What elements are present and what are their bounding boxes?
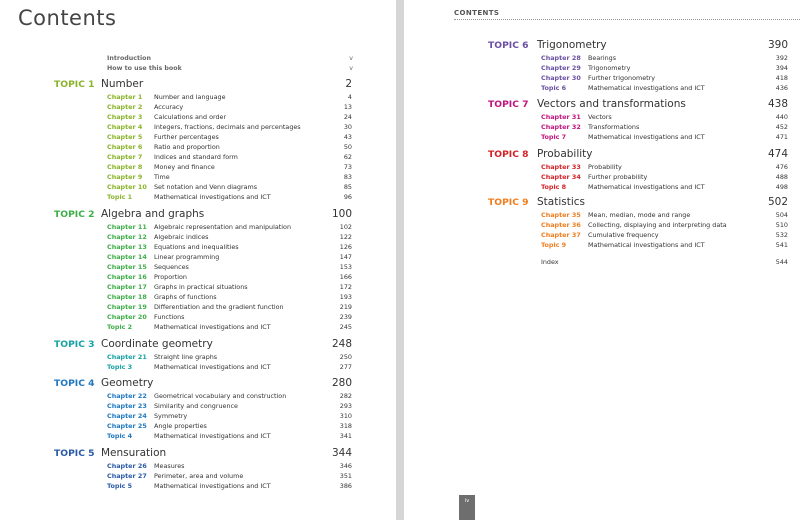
chapter-number: Chapter 24	[107, 412, 147, 420]
chapter-page-number: 498	[775, 183, 788, 191]
chapter-number: Chapter 13	[107, 243, 147, 251]
chapter-title: Differentiation and the gradient function	[154, 303, 284, 311]
topic-title: Geometry	[101, 377, 154, 389]
topic-label: TOPIC 3	[54, 339, 95, 350]
chapter-title: Mathematical investigations and ICT	[154, 363, 271, 371]
running-head: CONTENTS	[454, 9, 800, 20]
chapter-title: Linear programming	[154, 253, 220, 261]
chapter-title: Cumulative frequency	[588, 231, 659, 239]
topic-label: TOPIC 6	[488, 40, 529, 51]
chapter-number: Chapter 36	[541, 221, 581, 229]
index-page: 544	[775, 258, 788, 266]
topic-block	[0, 338, 352, 372]
front-matter-item[interactable]	[107, 65, 353, 75]
chapter-number: Chapter 9	[107, 173, 143, 181]
chapter-number: Topic 5	[107, 482, 133, 490]
front-matter	[107, 55, 353, 75]
chapter-title: Geometrical vocabulary and construction	[154, 392, 287, 400]
chapter-entry[interactable]	[404, 73, 788, 83]
chapter-page-number: 239	[339, 313, 352, 321]
topic-page-number: 438	[767, 98, 788, 110]
chapter-number: Chapter 23	[107, 402, 147, 410]
chapter-entry[interactable]	[0, 112, 352, 122]
chapter-title: Ratio and proportion	[154, 143, 220, 151]
chapter-entry[interactable]	[404, 172, 788, 182]
chapter-number: Chapter 34	[541, 173, 581, 181]
chapter-page-number: 471	[775, 133, 788, 141]
chapter-page-number: 30	[343, 123, 352, 131]
topic-label: TOPIC 7	[488, 99, 529, 110]
chapter-number: Chapter 14	[107, 253, 147, 261]
chapter-entry[interactable]	[0, 431, 352, 441]
chapter-page-number: 172	[339, 283, 352, 291]
topic-label: TOPIC 5	[54, 448, 95, 459]
chapter-number: Chapter 29	[541, 64, 581, 72]
chapter-title: Angle properties	[154, 422, 207, 430]
chapter-page-number: 166	[339, 273, 352, 281]
chapter-title: Mathematical investigations and ICT	[588, 133, 705, 141]
chapter-number: Chapter 27	[107, 472, 147, 480]
topic-title: Probability	[537, 148, 593, 160]
chapter-number: Chapter 33	[541, 163, 581, 171]
chapter-title: Mathematical investigations and ICT	[154, 323, 271, 331]
chapter-entry[interactable]	[0, 92, 352, 102]
chapter-number: Chapter 7	[107, 153, 143, 161]
chapter-title: Probability	[588, 163, 622, 171]
chapter-number: Chapter 25	[107, 422, 147, 430]
chapter-entry[interactable]	[404, 182, 788, 192]
chapter-title: Bearings	[588, 54, 617, 62]
topic-page-number: 2	[345, 78, 352, 90]
chapter-number: Chapter 16	[107, 273, 147, 281]
chapter-entry[interactable]	[404, 83, 788, 93]
chapter-entry[interactable]	[0, 391, 352, 401]
chapter-page-number: 510	[775, 221, 788, 229]
chapter-title: Further probability	[588, 173, 648, 181]
chapter-entry[interactable]	[0, 182, 352, 192]
chapter-page-number: 392	[775, 54, 788, 62]
topic-block	[0, 447, 352, 491]
chapter-title: Collecting, displaying and interpreting data	[588, 221, 727, 229]
chapter-number: Chapter 17	[107, 283, 147, 291]
chapter-page-number: 436	[775, 84, 788, 92]
chapter-page-number: 4	[347, 93, 352, 101]
chapter-title: Mathematical investigations and ICT	[588, 241, 705, 249]
chapter-title: Similarity and congruence	[154, 402, 238, 410]
chapter-number: Chapter 8	[107, 163, 143, 171]
chapter-number: Chapter 11	[107, 223, 147, 231]
chapter-entry[interactable]	[0, 471, 352, 481]
chapter-number: Topic 3	[107, 363, 133, 371]
chapter-number: Chapter 22	[107, 392, 147, 400]
chapter-entry[interactable]	[0, 421, 352, 431]
chapter-entry[interactable]	[0, 322, 352, 332]
chapter-page-number: 219	[339, 303, 352, 311]
chapter-title: Graphs of functions	[154, 293, 217, 301]
topic-heading[interactable]	[0, 208, 352, 222]
chapter-title: Further percentages	[154, 133, 219, 141]
chapter-page-number: 341	[339, 432, 352, 440]
chapter-title: Symmetry	[154, 412, 188, 420]
chapter-entry[interactable]	[0, 352, 352, 362]
chapter-page-number: 193	[339, 293, 352, 301]
chapter-number: Topic 4	[107, 432, 133, 440]
topic-title: Trigonometry	[537, 39, 607, 51]
chapter-title: Calculations and order	[154, 113, 227, 121]
topic-heading[interactable]	[404, 196, 788, 210]
chapter-number: Chapter 26	[107, 462, 147, 470]
chapter-page-number: 541	[775, 241, 788, 249]
topic-heading[interactable]	[404, 39, 788, 53]
chapter-entry[interactable]	[0, 142, 352, 152]
chapter-page-number: 351	[339, 472, 352, 480]
front-matter-page: v	[349, 65, 353, 72]
chapter-page-number: 147	[339, 253, 352, 261]
chapter-page-number: 293	[339, 402, 352, 410]
index-label: Index	[541, 258, 559, 266]
chapter-page-number: 318	[339, 422, 352, 430]
topic-block	[404, 196, 788, 250]
topic-page-number: 390	[767, 39, 788, 51]
chapter-title: Further trigonometry	[588, 74, 656, 82]
chapter-entry[interactable]	[0, 252, 352, 262]
topic-label: TOPIC 8	[488, 149, 529, 160]
chapter-entry[interactable]	[0, 242, 352, 252]
topic-block	[0, 377, 352, 441]
front-matter-item[interactable]	[107, 55, 353, 65]
chapter-title: Proportion	[154, 273, 187, 281]
chapter-title: Graphs in practical situations	[154, 283, 248, 291]
chapter-title: Mathematical investigations and ICT	[154, 482, 271, 490]
chapter-page-number: 250	[339, 353, 352, 361]
topic-page-number: 502	[767, 196, 788, 208]
chapter-number: Chapter 21	[107, 353, 147, 361]
topic-title: Algebra and graphs	[101, 208, 205, 220]
chapter-entry[interactable]	[0, 312, 352, 322]
chapter-entry[interactable]	[0, 262, 352, 272]
chapter-number: Chapter 10	[107, 183, 147, 191]
chapter-entry[interactable]	[404, 162, 788, 172]
chapter-number: Topic 6	[541, 84, 567, 92]
chapter-page-number: 85	[343, 183, 352, 191]
topic-title: Coordinate geometry	[101, 338, 213, 350]
topic-heading[interactable]	[0, 78, 352, 92]
topic-page-number: 280	[331, 377, 352, 389]
chapter-number: Topic 8	[541, 183, 567, 191]
chapter-title: Functions	[154, 313, 185, 321]
chapter-page-number: 73	[343, 163, 352, 171]
topic-block	[404, 39, 788, 93]
chapter-page-number: 43	[343, 133, 352, 141]
chapter-page-number: 126	[339, 243, 352, 251]
chapter-number: Topic 9	[541, 241, 567, 249]
chapter-number: Chapter 31	[541, 113, 581, 121]
chapter-title: Mean, median, mode and range	[588, 211, 691, 219]
chapter-title: Indices and standard form	[154, 153, 238, 161]
chapter-number: Topic 1	[107, 193, 133, 201]
topic-title: Number	[101, 78, 144, 90]
chapter-page-number: 452	[775, 123, 788, 131]
chapter-number: Chapter 37	[541, 231, 581, 239]
chapter-page-number: 277	[339, 363, 352, 371]
chapter-entry[interactable]	[0, 232, 352, 242]
topic-block	[0, 78, 352, 202]
chapter-page-number: 24	[343, 113, 352, 121]
chapter-entry[interactable]	[0, 152, 352, 162]
topic-title: Mensuration	[101, 447, 167, 459]
chapter-title: Mathematical investigations and ICT	[588, 84, 705, 92]
chapter-page-number: 418	[775, 74, 788, 82]
chapter-number: Chapter 28	[541, 54, 581, 62]
chapter-title: Algebraic indices	[154, 233, 209, 241]
chapter-number: Chapter 2	[107, 103, 143, 111]
chapter-entry[interactable]	[0, 282, 352, 292]
page-number-tab: iv	[459, 495, 475, 520]
chapter-number: Chapter 20	[107, 313, 147, 321]
chapter-title: Measures	[154, 462, 185, 470]
chapter-entry[interactable]	[404, 220, 788, 230]
chapter-number: Chapter 18	[107, 293, 147, 301]
chapter-page-number: 394	[775, 64, 788, 72]
topic-block	[404, 148, 788, 192]
topic-label: TOPIC 2	[54, 209, 95, 220]
chapter-title: Integers, fractions, decimals and percentages	[154, 123, 301, 131]
chapter-page-number: 122	[339, 233, 352, 241]
chapter-number: Topic 7	[541, 133, 567, 141]
chapter-entry[interactable]	[0, 162, 352, 172]
topic-page-number: 248	[331, 338, 352, 350]
chapter-entry[interactable]	[0, 292, 352, 302]
chapter-entry[interactable]	[0, 272, 352, 282]
chapter-entry[interactable]	[404, 210, 788, 220]
topic-title: Statistics	[537, 196, 585, 208]
chapter-number: Topic 2	[107, 323, 133, 331]
chapter-entry[interactable]	[404, 112, 788, 122]
chapter-entry[interactable]	[404, 230, 788, 240]
chapter-number: Chapter 1	[107, 93, 143, 101]
right-page	[404, 0, 800, 520]
chapter-title: Mathematical investigations and ICT	[154, 432, 271, 440]
chapter-number: Chapter 32	[541, 123, 581, 131]
chapter-entry[interactable]	[0, 481, 352, 491]
chapter-entry[interactable]	[0, 172, 352, 182]
chapter-entry[interactable]	[0, 192, 352, 202]
chapter-entry[interactable]	[0, 132, 352, 142]
chapter-number: Chapter 6	[107, 143, 143, 151]
topic-block	[0, 208, 352, 332]
left-page	[0, 0, 396, 520]
chapter-title: Sequences	[154, 263, 189, 271]
chapter-number: Chapter 3	[107, 113, 143, 121]
topic-page-number: 100	[331, 208, 352, 220]
chapter-title: Mathematical investigations and ICT	[588, 183, 705, 191]
chapter-number: Chapter 35	[541, 211, 581, 219]
chapter-page-number: 476	[775, 163, 788, 171]
chapter-page-number: 13	[343, 103, 352, 111]
topic-page-number: 474	[767, 148, 788, 160]
topic-heading[interactable]	[404, 98, 788, 112]
chapter-entry[interactable]	[404, 122, 788, 132]
chapter-title: Trigonometry	[588, 64, 631, 72]
topic-label: TOPIC 1	[54, 79, 95, 90]
topic-heading[interactable]	[0, 377, 352, 391]
chapter-entry[interactable]	[404, 240, 788, 250]
chapter-page-number: 504	[775, 211, 788, 219]
chapter-entry[interactable]	[404, 53, 788, 63]
topic-title: Vectors and transformations	[537, 98, 686, 110]
topic-label: TOPIC 4	[54, 378, 95, 389]
chapter-entry[interactable]	[0, 411, 352, 421]
chapter-entry[interactable]	[0, 102, 352, 112]
index-entry[interactable]	[404, 258, 788, 268]
chapter-page-number: 532	[775, 231, 788, 239]
chapter-entry[interactable]	[404, 63, 788, 73]
chapter-number: Chapter 30	[541, 74, 581, 82]
chapter-title: Time	[154, 173, 170, 181]
front-matter-label: Introduction	[107, 55, 151, 62]
chapter-title: Money and finance	[154, 163, 215, 171]
front-matter-page: v	[349, 55, 353, 62]
chapter-page-number: 346	[339, 462, 352, 470]
chapter-number: Chapter 15	[107, 263, 147, 271]
chapter-title: Straight line graphs	[154, 353, 218, 361]
chapter-page-number: 153	[339, 263, 352, 271]
chapter-title: Algebraic representation and manipulation	[154, 223, 292, 231]
chapter-page-number: 245	[339, 323, 352, 331]
topic-page-number: 344	[331, 447, 352, 459]
chapter-page-number: 102	[339, 223, 352, 231]
chapter-page-number: 488	[775, 173, 788, 181]
chapter-title: Perimeter, area and volume	[154, 472, 244, 480]
chapter-number: Chapter 4	[107, 123, 143, 131]
chapter-title: Vectors	[588, 113, 612, 121]
chapter-page-number: 386	[339, 482, 352, 490]
chapter-page-number: 440	[775, 113, 788, 121]
topic-heading[interactable]	[0, 338, 352, 352]
front-matter-label: How to use this book	[107, 65, 182, 72]
topic-heading[interactable]	[404, 148, 788, 162]
chapter-page-number: 50	[343, 143, 352, 151]
topic-heading[interactable]	[0, 447, 352, 461]
chapter-page-number: 96	[343, 193, 352, 201]
chapter-page-number: 83	[343, 173, 352, 181]
chapter-title: Accuracy	[154, 103, 184, 111]
chapter-title: Number and language	[154, 93, 226, 101]
chapter-title: Equations and inequalities	[154, 243, 239, 251]
chapter-number: Chapter 12	[107, 233, 147, 241]
chapter-page-number: 62	[343, 153, 352, 161]
chapter-number: Chapter 5	[107, 133, 143, 141]
chapter-number: Chapter 19	[107, 303, 147, 311]
chapter-title: Set notation and Venn diagrams	[154, 183, 258, 191]
chapter-entry[interactable]	[0, 461, 352, 471]
page-title: Contents	[18, 6, 117, 30]
chapter-title: Mathematical investigations and ICT	[154, 193, 271, 201]
chapter-entry[interactable]	[0, 122, 352, 132]
chapter-entry[interactable]	[404, 132, 788, 142]
topic-block	[404, 98, 788, 142]
topic-label: TOPIC 9	[488, 197, 529, 208]
chapter-page-number: 282	[339, 392, 352, 400]
chapter-entry[interactable]	[0, 401, 352, 411]
chapter-page-number: 310	[339, 412, 352, 420]
chapter-entry[interactable]	[0, 302, 352, 312]
chapter-entry[interactable]	[0, 362, 352, 372]
chapter-entry[interactable]	[0, 222, 352, 232]
chapter-title: Transformations	[588, 123, 640, 131]
